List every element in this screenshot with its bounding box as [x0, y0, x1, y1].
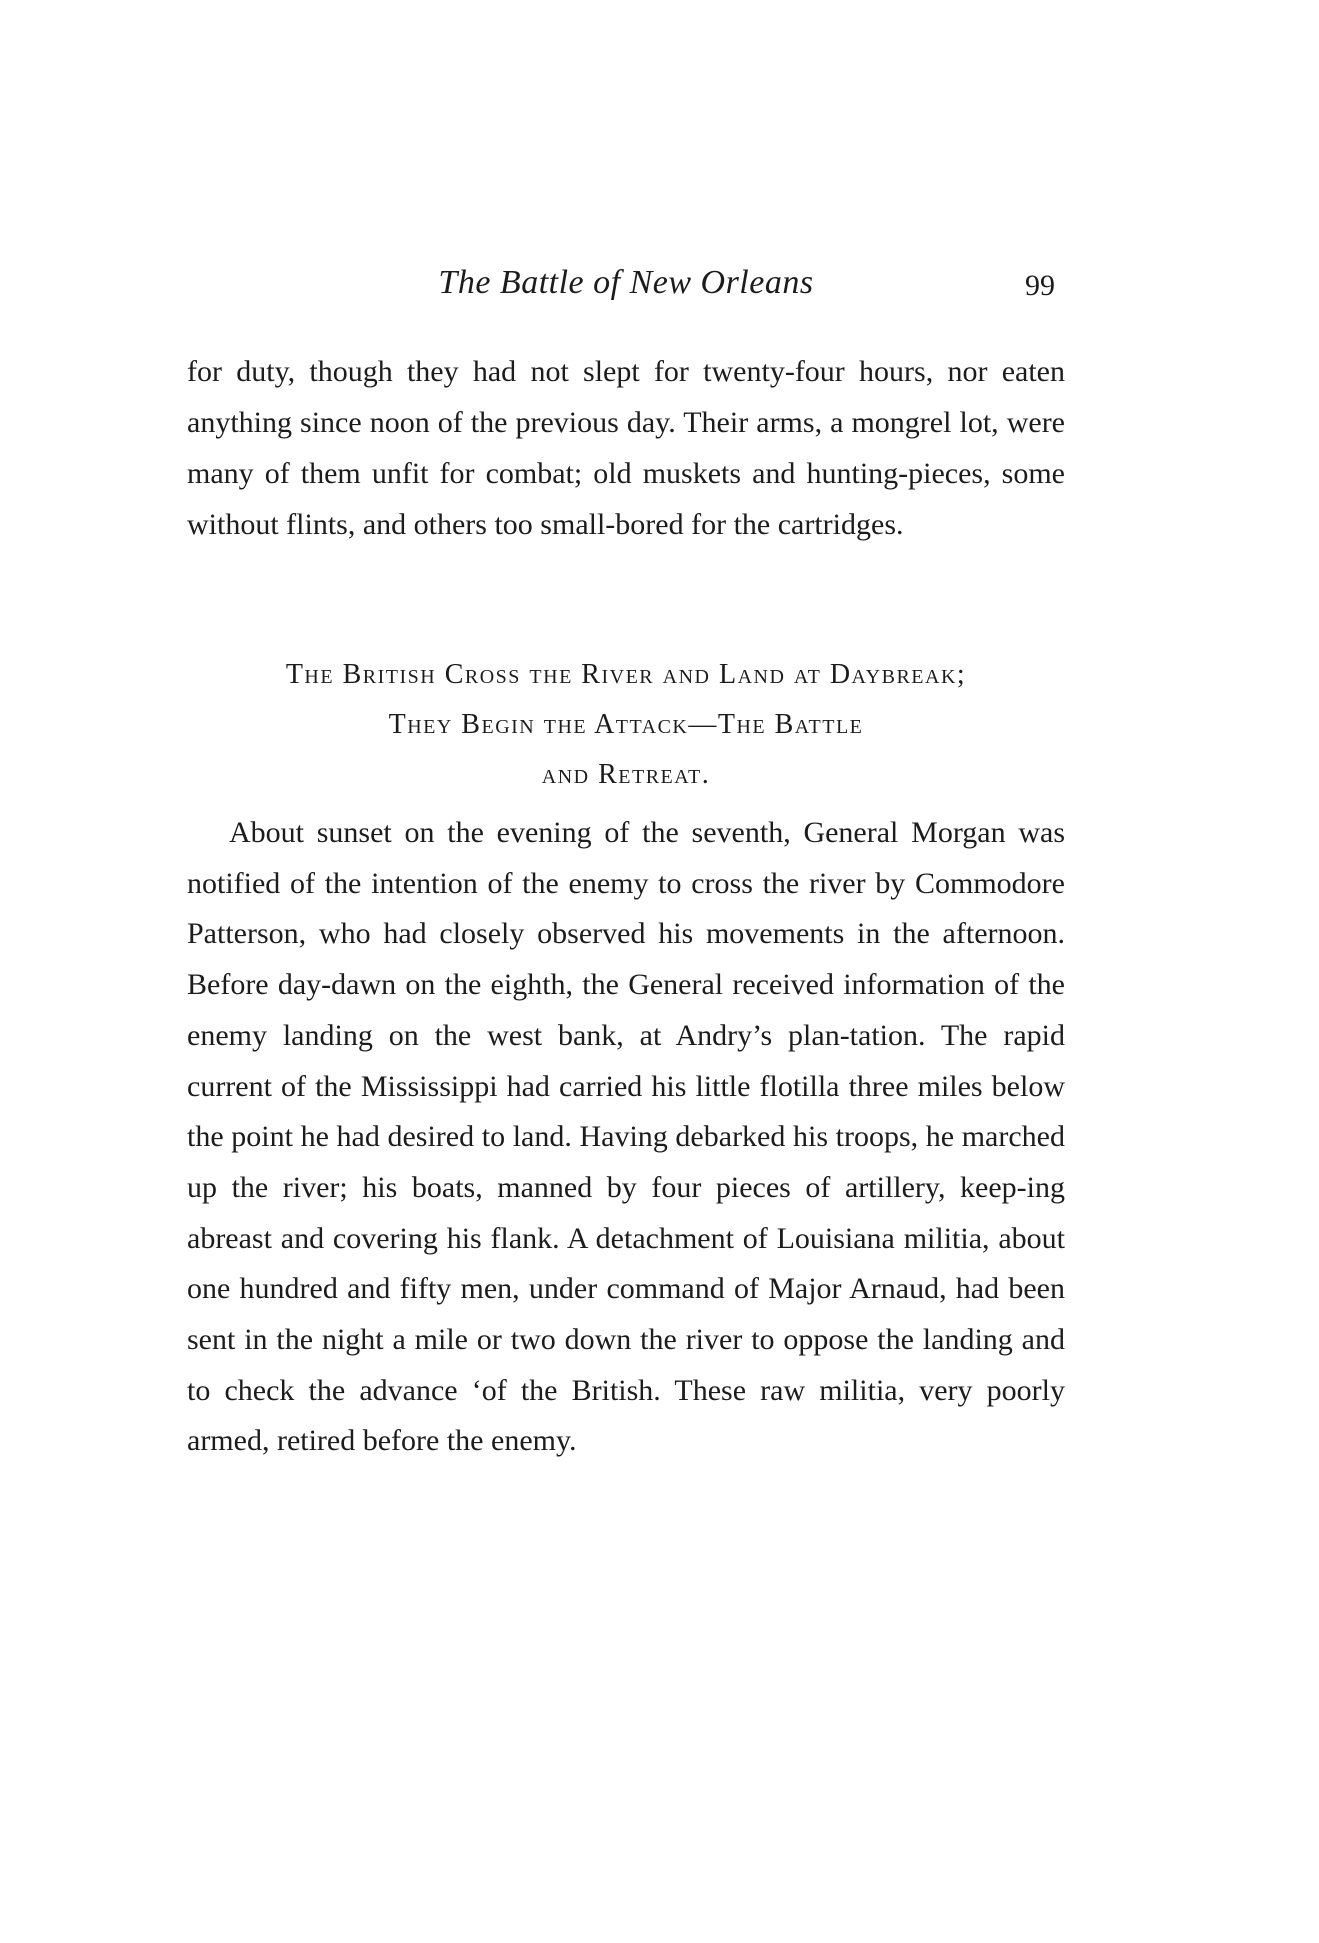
running-title: The Battle of New Orleans — [438, 264, 814, 301]
paragraph-body: About sunset on the evening of the seventh, General Morgan was notified of the intention of the enemy to cross the river by Commodore Patterson, who had closely observed his movements in the afternoon. Before day-dawn on the eighth, the General received information of the enemy landing on the west bank, at Andry’s plan-tation. The rapid current of the Mississippi had carried his little flotilla three miles below the point he had desired to land. Having debarked his troops, he marched up the river; his boats, manned by four pieces of artillery, keep-ing abreast and covering his flank. A detachment of Louisiana militia, about one hundred and fifty men, under command of Major Arnaud, had been sent in the night a mile or two down the river to oppose the landing and to check the advance ‘of the British. These raw militia, very poorly armed, retired before the enemy. — [187, 816, 1065, 1458]
paragraph-continued: for duty, though they had not slept for twenty-four hours, nor eaten anything since noon of the previous day. Their arms, a mongrel lot, were many of them unfit for combat; old muskets and hunting-pieces, some without flints, and others too small-bored for the cartridges. — [187, 355, 1065, 541]
section-heading-line-2: They Begin the Attack—The Battle — [388, 709, 864, 740]
running-head — [187, 258, 1065, 308]
section-heading-line-3: and Retreat. — [541, 759, 711, 790]
page-number: 99 — [1025, 269, 1055, 302]
section-heading-line-1: The British Cross the River and Land at Daybreak; — [285, 659, 967, 690]
section-heading — [187, 650, 1065, 800]
